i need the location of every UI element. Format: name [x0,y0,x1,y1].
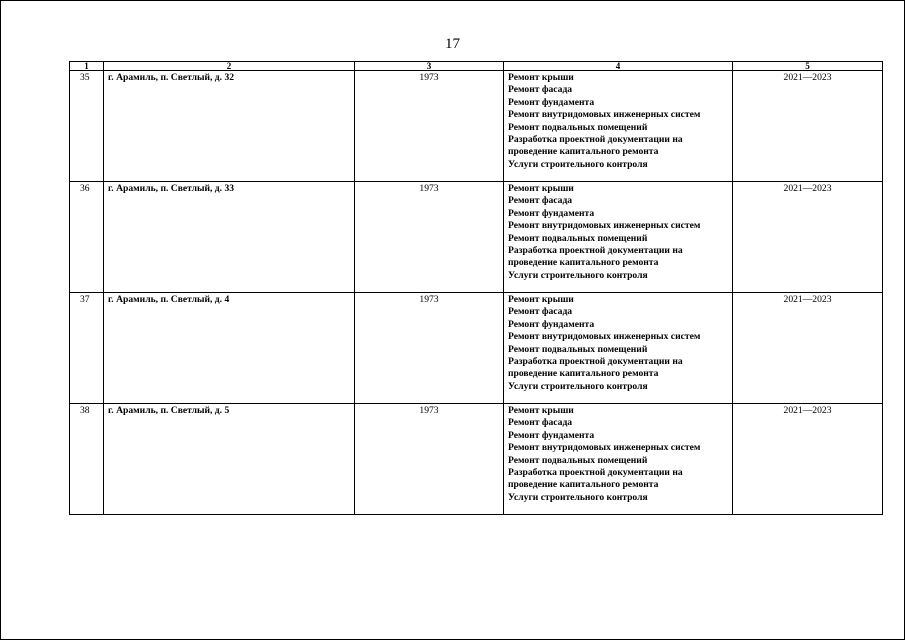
work-item: проведение капитального ремонта [508,257,659,269]
row-number: 35 [70,71,104,182]
work-item: Ремонт подвальных помещений [508,232,648,244]
page-number: 17 [445,36,460,52]
work-item: проведение капитального ремонта [508,146,659,158]
work-item: Ремонт фасада [508,417,573,429]
row-number: 37 [70,293,104,404]
work-item: Ремонт крыши [508,183,574,194]
work-item: Разработка проектной документации на [508,245,683,257]
row-works [504,404,733,515]
work-item: Услуги строительного контроля [508,491,648,503]
work-item: проведение капитального ремонта [508,368,659,380]
row-year: 1973 [355,404,504,515]
work-item: Услуги строительного контроля [508,380,648,392]
work-item: Ремонт фасада [508,306,573,318]
work-item: Ремонт фундамента [508,96,595,108]
column-header-1: 1 [70,62,104,71]
works-table [69,61,883,515]
row-year: 1973 [355,182,504,293]
work-item: Услуги строительного контроля [508,158,648,170]
row-year: 1973 [355,293,504,404]
column-header-2: 2 [104,62,355,71]
work-item: Ремонт фасада [508,195,573,207]
row-works [504,182,733,293]
row-address: г. Арамиль, п. Светлый, д. 5 [104,404,355,515]
work-item: Ремонт внутридомовых инженерных систем [508,109,701,121]
work-item: Разработка проектной документации на [508,356,683,368]
row-year: 1973 [355,71,504,182]
work-item: Ремонт крыши [508,405,574,416]
work-item: Ремонт внутридомовых инженерных систем [508,331,701,343]
row-address: г. Арамиль, п. Светлый, д. 32 [104,71,355,182]
table-row [70,404,883,515]
column-header-5: 5 [733,62,883,71]
column-header-4: 4 [504,62,733,71]
row-address: г. Арамиль, п. Светлый, д. 4 [104,293,355,404]
row-period: 2021—2023 [733,182,883,293]
work-item: Разработка проектной документации на [508,467,683,479]
table-row [70,182,883,293]
table-row [70,71,883,182]
work-item: Ремонт фундамента [508,429,595,441]
table-row [70,293,883,404]
row-number: 38 [70,404,104,515]
work-item: Ремонт крыши [508,294,574,305]
work-item: проведение капитального ремонта [508,479,659,491]
row-works [504,293,733,404]
row-works [504,71,733,182]
work-item: Ремонт подвальных помещений [508,121,648,133]
work-item: Ремонт фундамента [508,207,595,219]
work-item: Ремонт подвальных помещений [508,343,648,355]
work-item: Ремонт фундамента [508,318,595,330]
row-period: 2021—2023 [733,293,883,404]
work-item: Ремонт внутридомовых инженерных систем [508,220,701,232]
work-item: Услуги строительного контроля [508,269,648,281]
work-item: Разработка проектной документации на [508,134,683,146]
work-item: Ремонт подвальных помещений [508,454,648,466]
table-body [70,71,883,515]
table-header-row [70,62,883,71]
row-address: г. Арамиль, п. Светлый, д. 33 [104,182,355,293]
row-period: 2021—2023 [733,404,883,515]
row-number: 36 [70,182,104,293]
work-item: Ремонт крыши [508,72,574,83]
work-item: Ремонт внутридомовых инженерных систем [508,442,701,454]
column-header-3: 3 [355,62,504,71]
row-period: 2021—2023 [733,71,883,182]
work-item: Ремонт фасада [508,84,573,96]
